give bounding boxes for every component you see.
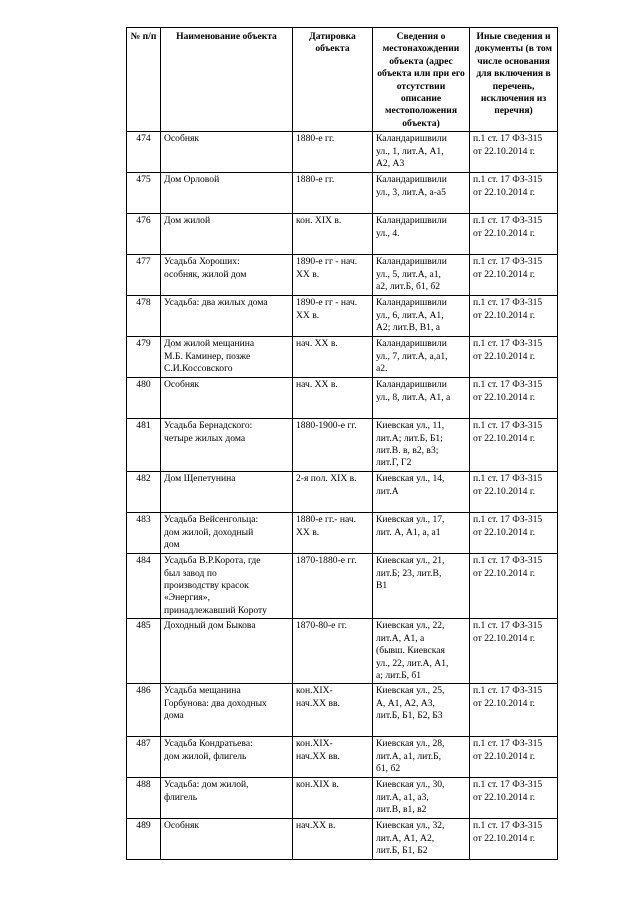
header-location: Сведения о местонахождении объекта (адрес объекта или при его отсутствии описание местоположения объекта) [373,28,470,132]
cell-date: кон. XIX в. [293,214,373,255]
cell-number: 487 [127,737,161,778]
table-row [127,296,558,337]
table-row [127,513,558,554]
cell-number: 484 [127,554,161,619]
cell-date: нач.XX в. [293,819,373,860]
cell-number: 478 [127,296,161,337]
cell-object-name: Усадьба мещанина Горбунова: два доходных дома [161,684,293,737]
header-date: Датировка объекта [293,28,373,132]
cell-object-name: Особняк [161,378,293,419]
cell-number: 481 [127,419,161,472]
table-row [127,419,558,472]
cell-date: 1890-е гг - нач. XX в. [293,296,373,337]
cell-number: 488 [127,778,161,819]
cell-location: Киевская ул., 30, лит.А, а1, а3, лит.В, в1, в2 [373,778,470,819]
table-row [127,684,558,737]
table-row [127,214,558,255]
cell-other-info: п.1 ст. 17 ФЗ-315 от 22.10.2014 г. [470,419,558,472]
cell-location: Киевская ул., 11, лит.А; лит.Б, Б1; лит.В. в, в2, в3; лит.Г, Г2 [373,419,470,472]
cell-location: Киевская ул., 32, лит.А, А1, А2, лит.Б, Б1, Б2 [373,819,470,860]
cell-other-info: п.1 ст. 17 ФЗ-315 от 22.10.2014 г. [470,255,558,296]
cell-number: 486 [127,684,161,737]
cell-other-info: п.1 ст. 17 ФЗ-315 от 22.10.2014 г. [470,296,558,337]
table-row [127,132,558,173]
cell-other-info: п.1 ст. 17 ФЗ-315 от 22.10.2014 г. [470,214,558,255]
table-row [127,337,558,378]
cell-location: Каландаришвили ул., 6, лит.А, А1, А2; лит.В, В1, а [373,296,470,337]
cell-other-info: п.1 ст. 17 ФЗ-315 от 22.10.2014 г. [470,337,558,378]
cell-number: 477 [127,255,161,296]
table-row [127,173,558,214]
cell-object-name: Дом Щепетунина [161,472,293,513]
cell-object-name: Усадьба Вейсенгольца: дом жилой, доходный дом [161,513,293,554]
cell-date: 1880-1900-е гг. [293,419,373,472]
cell-other-info: п.1 ст. 17 ФЗ-315 от 22.10.2014 г. [470,173,558,214]
cell-object-name: Усадьба Бернадского: четыре жилых дома [161,419,293,472]
table-header-row [127,28,558,132]
objects-table [126,27,558,860]
cell-location: Каландаришвили ул., 7, лит.А, а,а1, а2. [373,337,470,378]
cell-date: 1880-е гг. [293,173,373,214]
cell-other-info: п.1 ст. 17 ФЗ-315 от 22.10.2014 г. [470,619,558,684]
cell-location: Каландаришвили ул., 4. [373,214,470,255]
cell-date: 1880-е гг. [293,132,373,173]
cell-other-info: п.1 ст. 17 ФЗ-315 от 22.10.2014 г. [470,737,558,778]
cell-other-info: п.1 ст. 17 ФЗ-315 от 22.10.2014 г. [470,819,558,860]
cell-number: 479 [127,337,161,378]
cell-number: 476 [127,214,161,255]
cell-other-info: п.1 ст. 17 ФЗ-315 от 22.10.2014 г. [470,513,558,554]
cell-location: Киевская ул., 28, лит.А, а1, лит.Б, б1, б2 [373,737,470,778]
cell-date: кон.XIX- нач.XX вв. [293,737,373,778]
cell-object-name: Дом жилой [161,214,293,255]
cell-location: Каландаришвили ул., 8, лит.А, А1, а [373,378,470,419]
cell-number: 489 [127,819,161,860]
cell-location: Киевская ул., 25, А, А1, А2, А3, лит.Б, Б1, Б2, Б3 [373,684,470,737]
table-row [127,255,558,296]
cell-date: нач. XX в. [293,378,373,419]
cell-object-name: Доходный дом Быкова [161,619,293,684]
cell-number: 485 [127,619,161,684]
cell-object-name: Дом жилой мещанина М.Б. Каминер, позже С.И.Коссовского [161,337,293,378]
cell-object-name: Усадьба: два жилых дома [161,296,293,337]
cell-object-name: Усадьба: дом жилой, флигель [161,778,293,819]
cell-location: Каландаришвили ул., 5, лит.А, а1, а2, лит.Б, б1, б2 [373,255,470,296]
cell-date: кон.XIX- нач.XX вв. [293,684,373,737]
cell-date: 2-я пол. XIX в. [293,472,373,513]
table-row [127,819,558,860]
cell-date: кон.XIX в. [293,778,373,819]
cell-number: 475 [127,173,161,214]
cell-number: 483 [127,513,161,554]
table-row [127,619,558,684]
table-row [127,554,558,619]
table-row [127,737,558,778]
cell-other-info: п.1 ст. 17 ФЗ-315 от 22.10.2014 г. [470,684,558,737]
table-body [127,132,558,860]
table-row [127,378,558,419]
cell-object-name: Усадьба Кондратьева: дом жилой, флигель [161,737,293,778]
cell-object-name: Особняк [161,132,293,173]
header-number: № п/п [127,28,161,132]
cell-other-info: п.1 ст. 17 ФЗ-315 от 22.10.2014 г. [470,378,558,419]
cell-object-name: Усадьба В.Р.Корота, где был завод по производству красок «Энергия», принадлежавший Короту [161,554,293,619]
cell-location: Киевская ул., 14, лит.А [373,472,470,513]
cell-object-name: Усадьба Хороших: особняк, жилой дом [161,255,293,296]
cell-location: Каландаришвили ул., 1, лит.А, А1, А2, А3 [373,132,470,173]
cell-other-info: п.1 ст. 17 ФЗ-315 от 22.10.2014 г. [470,554,558,619]
cell-other-info: п.1 ст. 17 ФЗ-315 от 22.10.2014 г. [470,472,558,513]
cell-location: Каландаришвили ул., 3, лит.А, а-а5 [373,173,470,214]
table-row [127,472,558,513]
cell-date: 1870-80-е гг. [293,619,373,684]
cell-number: 480 [127,378,161,419]
cell-date: нач. XX в. [293,337,373,378]
cell-location: Киевская ул., 22, лит.А, А1, а (бывш. Киевская ул., 22, лит.А, А1, а; лит.Б, б1 [373,619,470,684]
cell-number: 482 [127,472,161,513]
cell-number: 474 [127,132,161,173]
cell-other-info: п.1 ст. 17 ФЗ-315 от 22.10.2014 г. [470,778,558,819]
header-other-info: Иные сведения и документы (в том числе основания для включения в перечень, исключения из перечня) [470,28,558,132]
table-row [127,778,558,819]
cell-object-name: Дом Орловой [161,173,293,214]
cell-location: Киевская ул., 21, лит.Б; 23, лит.В, В1 [373,554,470,619]
cell-date: 1880-е гг.- нач. XX в. [293,513,373,554]
cell-date: 1890-е гг - нач. XX в. [293,255,373,296]
cell-other-info: п.1 ст. 17 ФЗ-315 от 22.10.2014 г. [470,132,558,173]
cell-date: 1870-1880-е гг. [293,554,373,619]
cell-object-name: Особняк [161,819,293,860]
header-object-name: Наименование объекта [161,28,293,132]
cell-location: Киевская ул., 17, лит. А, А1, а, а1 [373,513,470,554]
